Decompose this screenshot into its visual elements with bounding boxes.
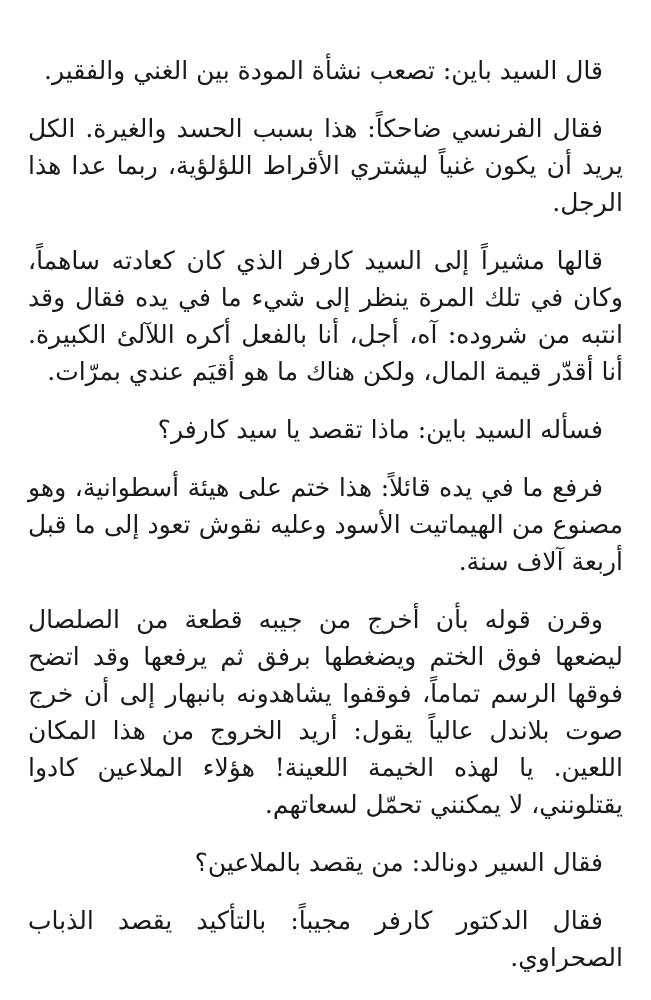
paragraph-7: فقال السير دونالد: من يقصد بالملاعين؟ [194,848,603,877]
paragraph-4: فسأله السيد باين: ماذا تقصد يا سيد كارفر؟ [157,415,603,444]
paragraph-6: وقرن قوله بأن أخرج من جيبه قطعة من الصلصال ليضعها فوق الختم ويضغطها برفق ثم يرفعها وقد اتضح فوقها الرسم تماماً، فوقفوا يشاهدونه بانبهار إلى أن خرج صوت بلاندل عالياً يقول: أريد الخروج من هذا المكان اللعين. يا لهذه الخيمة اللعينة! هؤلاء الملاعين كادوا يقتلونني، لا يمكنني تحمّل لسعاتهم. [28,605,623,819]
paragraph-1: قال السيد باين: تصعب نشأة المودة بين الغني والفقير. [44,56,603,85]
paragraph-8: فقال الدكتور كارفر مجيباً: بالتأكيد يقصد الذباب الصحراوي. [28,906,623,972]
paragraph-3: قالها مشيراً إلى السيد كارفر الذي كان كعادته ساهماً، وكان في تلك المرة ينظر إلى شيء ما في يده فقال وقد انتبه من شروده: آه، أجل، أنا بالفعل أكره اللآلئ الكبيرة. أنا أقدّر قيمة المال، ولكن هناك ما هو أقيَم عندي بمرّات. [28,246,624,386]
paragraph-5: فرفع ما في يده قائلاً: هذا ختم على هيئة أسطوانية، وهو مصنوع من الهيماتيت الأسود وعليه نقوش تعود إلى ما قبل أربعة آلاف سنة. [28,473,623,576]
book-page [28,52,623,997]
paragraph-2: فقال الفرنسي ضاحكاً: هذا بسبب الحسد والغيرة. الكل يريد أن يكون غنياً ليشتري الأقراط اللؤلؤية، ربما عدا هذا الرجل. [28,114,623,217]
